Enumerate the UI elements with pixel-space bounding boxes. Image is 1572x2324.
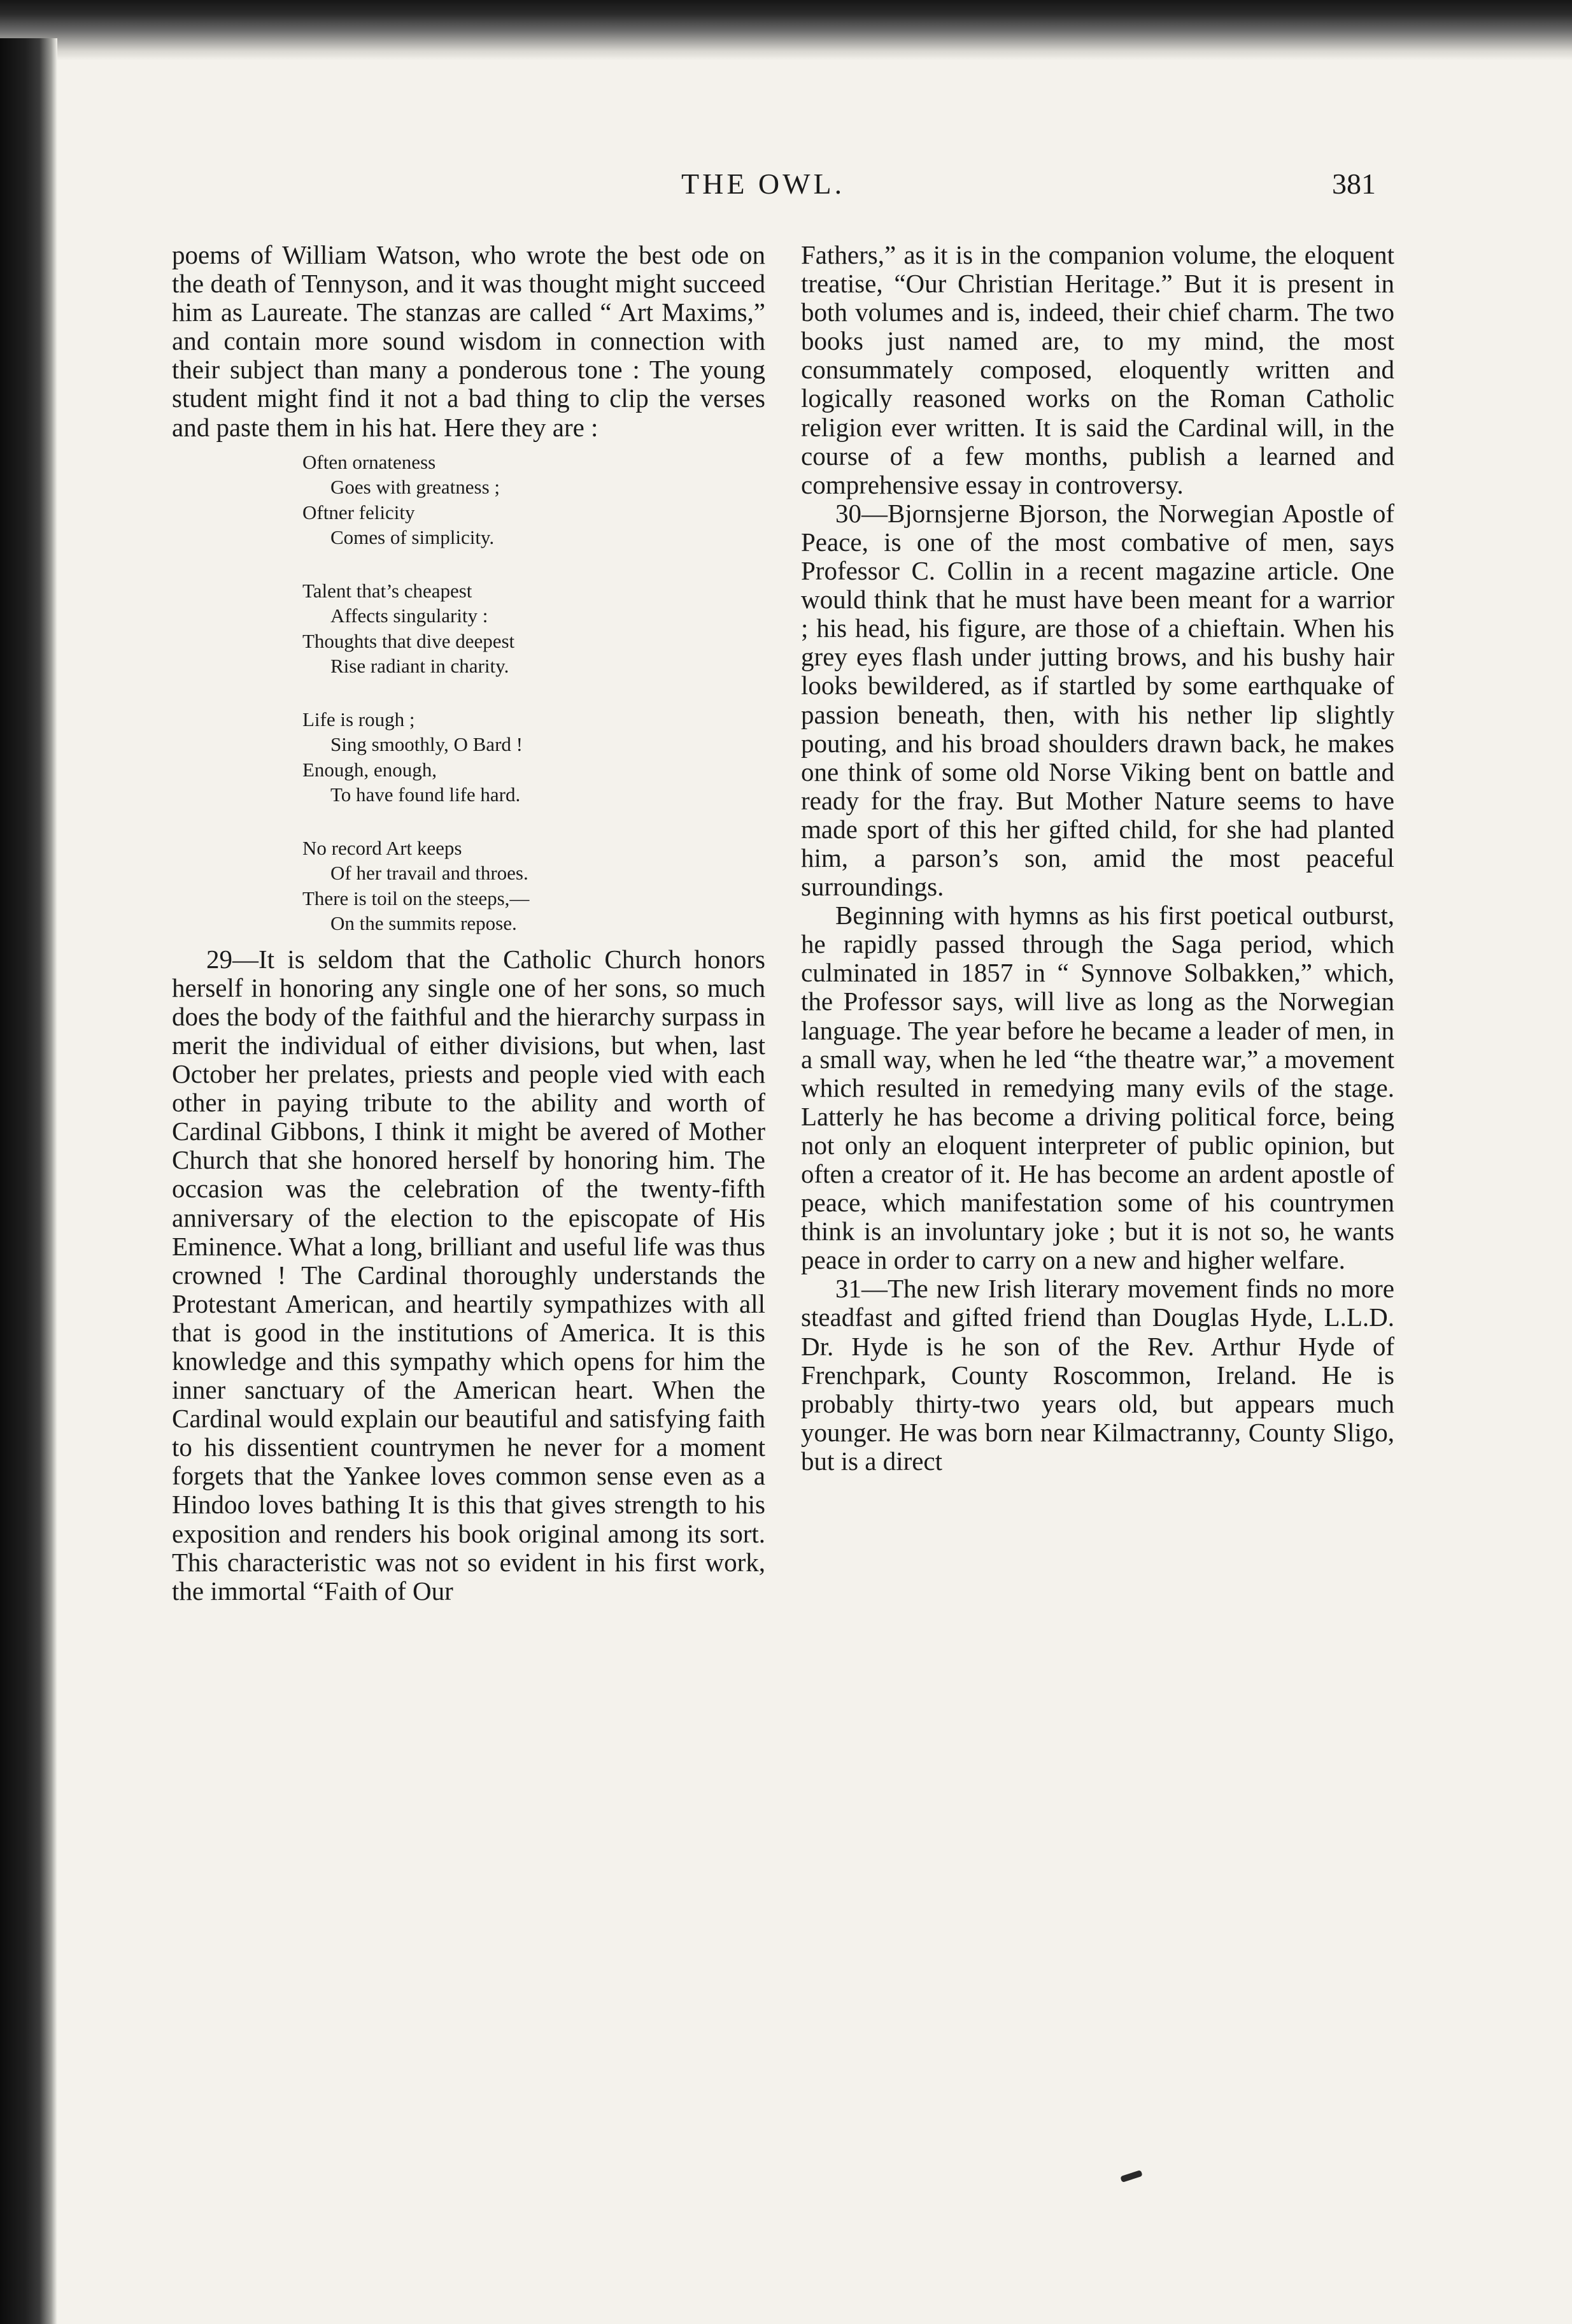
poem-line: Affects singularity : bbox=[330, 604, 488, 627]
paragraph-beginning-hymns: Beginning with hymns as his first poetical outburst, he rapidly passed through the Saga period, which culminated in 1857 in “ Synnove Solbakken,” which, the Professor says, will live as long as the Norwegian language. The year before he became a leader of men, in a small way, when he led “the theatre war,” a movement which resulted in remedying many evils of the stage. Latterly he has become a driving political force, being not only an eloquent interpreter of public opinion, but often a creator of it. He has become an ardent apostle of peace, which manifestation some of his countrymen think is an involuntary joke ; but it is not so, he wants peace in order to carry on a new and higher welfare. bbox=[801, 901, 1394, 1275]
poem-art-maxims bbox=[172, 450, 765, 936]
poem-line: On the summits repose. bbox=[330, 912, 517, 935]
paragraph-31-douglas-hyde: 31—The new Irish literary movement finds no more steadfast and gifted friend than Douglas Hyde, L.L.D. Dr. Hyde is he son of the Rev. Arthur Hyde of Frenchpark, County Roscommon, Ireland. He is probably thirty-two years old, but appears much younger. He was born near Kilmactranny, County Sligo, but is a direct bbox=[801, 1274, 1394, 1476]
poem-line: Sing smoothly, O Bard ! bbox=[330, 733, 523, 756]
paragraph-29-cardinal-gibbons: 29—It is seldom that the Catholic Church honors herself in honoring any single one of her sons, so much does the body of the faithful and the hierarchy surpass in merit the individual of either divisions, but when, last October her prelates, priests and people vied with each other in paying tribute to the ability and worth of Cardinal Gibbons, I think it might be avered of Mother Church that she honored herself by honoring him. The occasion was the celebration of the twenty-fifth anniversary of the election to the episcopate of His Eminence. What a long, brilliant and useful life was thus crowned ! The Cardinal thoroughly understands the Protestant American, and heartily sympathizes with all that is good in the institutions of America. It is this knowledge and this sympathy which opens for him the inner sanctuary of the American heart. When the Cardinal would explain our beautiful and satisfying faith to his dissentient countrymen he never for a moment forgets that the Yankee loves common sense even as a Hindoo loves bathing It is this that gives strength to his exposition and renders his book original among its sort. This characteristic was not so evident in his first work, the immortal “Faith of Our bbox=[172, 944, 765, 1606]
left-column bbox=[172, 241, 765, 1606]
poem-stanza bbox=[302, 450, 765, 550]
poem-line: To have found life hard. bbox=[330, 783, 521, 806]
poem-line: No record Art keeps bbox=[302, 836, 462, 859]
poem-line: Life is rough ; bbox=[302, 708, 415, 731]
running-title: THE OWL. bbox=[681, 168, 846, 200]
poem-line: Thoughts that dive deepest bbox=[302, 629, 515, 652]
poem-stanza bbox=[302, 578, 765, 679]
poem-stanza bbox=[302, 836, 765, 936]
book-spine-shadow bbox=[0, 38, 57, 2324]
poem-line: Oftner felicity bbox=[302, 501, 415, 524]
page-number: 381 bbox=[1332, 168, 1376, 200]
poem-line: Comes of simplicity. bbox=[330, 526, 495, 549]
poem-line: Often ornateness bbox=[302, 450, 436, 473]
poem-stanza bbox=[302, 707, 765, 808]
poem-line: Enough, enough, bbox=[302, 758, 437, 781]
poem-line: Talent that’s cheapest bbox=[302, 579, 472, 602]
poem-line: Rise radiant in charity. bbox=[330, 655, 509, 678]
scan-edge-top bbox=[0, 0, 1572, 61]
page-header bbox=[0, 167, 1572, 211]
paragraph-continuation: Fathers,” as it is in the companion volume, the eloquent treatise, “Our Christian Heritage.” But it is present in both volumes and is, indeed, their chief charm. The two books just named are, to my mind, the most consummately composed, eloquently written and logically reasoned works on the Roman Catholic religion ever written. It is said the Cardinal will, in the course of a few months, publish a learned and comprehensive essay in controversy. bbox=[801, 240, 1394, 499]
paragraph-watson-intro: poems of William Watson, who wrote the best ode on the death of Tennyson, and it was thought might succeed him as Laureate. The stanzas are called “ Art Maxims,” and contain more sound wisdom in connection with their subject than many a ponderous tone : The young student might find it not a bad thing to clip the verses and paste them in his hat. Here they are : bbox=[172, 240, 765, 442]
poem-line: Of her travail and throes. bbox=[330, 862, 528, 885]
ink-mark bbox=[1120, 2170, 1142, 2183]
poem-line: Goes with greatness ; bbox=[330, 476, 500, 499]
paragraph-30-bjorson: 30—Bjornsjerne Bjorson, the Norwegian Apostle of Peace, is one of the most combative of men, says Professor C. Collin in a recent magazine article. One would think that he must have been meant for a warrior ; his head, his figure, are those of a chieftain. When his grey eyes flash under jutting brows, and his bushy hair looks bewildered, as if startled by some earthquake of passion beneath, then, with his nether lip slightly pouting, and his broad shoulders drawn back, he makes one think of some old Norse Viking bent on battle and ready for the fray. But Mother Nature seems to have made sport of this her gifted child, for she had planted him, a parson’s son, amid the most peaceful surroundings. bbox=[801, 498, 1394, 902]
right-column bbox=[801, 241, 1394, 1476]
poem-line: There is toil on the steeps,— bbox=[302, 887, 530, 909]
